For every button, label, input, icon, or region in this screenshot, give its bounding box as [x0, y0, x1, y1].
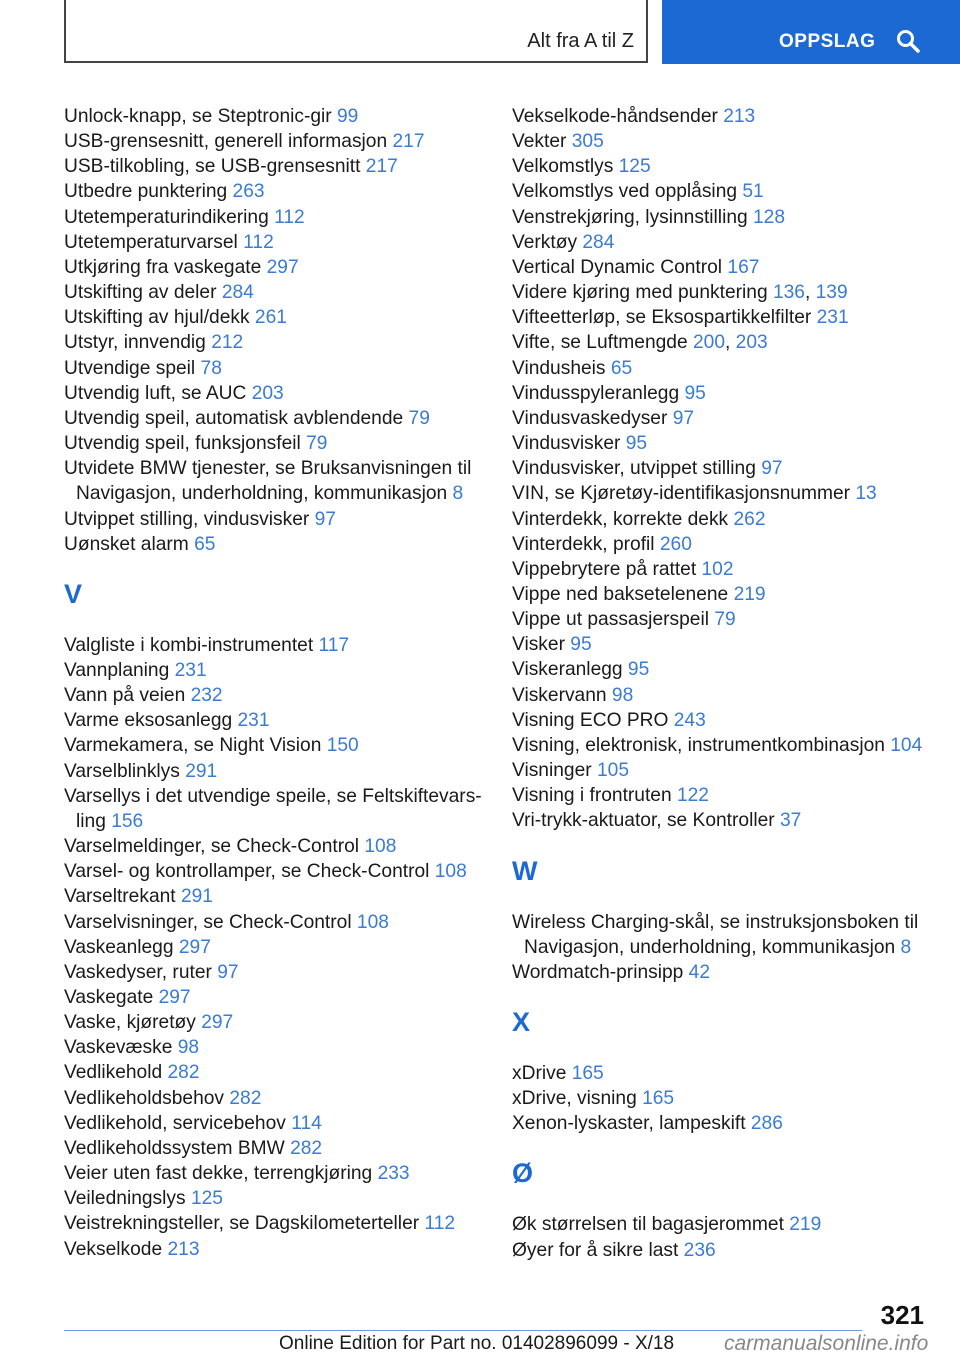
- page-link[interactable]: 282: [229, 1087, 262, 1109]
- index-term: Vifteetterløp, se Eksospartikkelfilter: [512, 307, 817, 329]
- page-link[interactable]: 156: [111, 810, 144, 832]
- index-column-left: [64, 104, 504, 1262]
- page-link[interactable]: 112: [274, 206, 305, 228]
- index-term: Utbedre punktering: [64, 181, 233, 203]
- page-link[interactable]: 104: [890, 734, 923, 756]
- index-entry: [64, 1035, 504, 1060]
- page-link[interactable]: 117: [318, 634, 350, 656]
- page-link[interactable]: 79: [408, 407, 430, 429]
- page-link[interactable]: 8: [900, 936, 912, 958]
- index-term: Wordmatch-prinsipp: [512, 961, 689, 983]
- index-term: Vindusheis: [512, 357, 611, 379]
- index-entry: [512, 1061, 942, 1086]
- index-entry: [512, 1111, 942, 1136]
- index-entry: [512, 129, 942, 154]
- index-term: Utskifting av deler: [64, 282, 222, 304]
- page-link[interactable]: 231: [237, 710, 270, 732]
- index-entry: [64, 683, 504, 708]
- index-entry: [64, 658, 504, 683]
- page-link[interactable]: 263: [232, 181, 265, 203]
- page-link[interactable]: 98: [177, 1037, 200, 1059]
- index-term: Vindusspyleranlegg: [512, 382, 685, 404]
- index-entry: [64, 859, 504, 884]
- index-term: Unlock-knapp, se Steptronic-gir: [64, 106, 338, 127]
- index-entry: [512, 557, 942, 582]
- index-entry: [512, 708, 942, 733]
- header-box: [64, 0, 648, 63]
- index-entry: [64, 230, 504, 255]
- index-term: Utvidete BMW tjenester, se Bruksanvisningen til: [64, 458, 472, 480]
- index-entry: [512, 607, 942, 632]
- index-term: Vinterdekk, korrekte dekk: [512, 508, 734, 530]
- index-term: Vertical Dynamic Control: [512, 256, 728, 278]
- section-letter: X: [512, 1007, 531, 1037]
- index-term: Utskifting av hjul/dekk: [64, 307, 255, 329]
- index-term: Vaskegate: [64, 987, 159, 1008]
- page-link[interactable]: 8: [452, 483, 464, 505]
- page-link[interactable]: 200: [692, 332, 725, 354]
- index-term: Utvendig luft, se AUC: [64, 382, 252, 404]
- index-entry: [64, 1111, 504, 1136]
- page-link[interactable]: 78: [200, 357, 222, 379]
- page-link[interactable]: 286: [750, 1113, 783, 1135]
- index-entry: [512, 406, 942, 431]
- index-term: Utstyr, innvendig: [64, 332, 212, 354]
- index-entry: [64, 960, 504, 985]
- index-entry: [64, 633, 504, 658]
- index-entry: [512, 657, 942, 682]
- page-link[interactable]: 37: [780, 810, 802, 832]
- index-entry: [64, 1010, 504, 1035]
- index-entry: [64, 179, 504, 204]
- page-link[interactable]: 261: [254, 307, 287, 329]
- section-title: Alt fra A til Z: [527, 30, 634, 52]
- index-term: USB-grensesnitt, generell informasjon: [64, 131, 393, 153]
- index-entry: [512, 481, 942, 506]
- index-term: Utetemperaturindikering: [64, 206, 275, 228]
- index-term: Vaske, kjøretøy: [64, 1012, 202, 1034]
- index-entry: [64, 884, 504, 909]
- index-entry: [64, 255, 504, 280]
- index-entry: [64, 280, 504, 305]
- page-link[interactable]: 260: [659, 533, 692, 555]
- page-link[interactable]: 112: [243, 231, 274, 253]
- page-link[interactable]: 125: [618, 156, 651, 178]
- page-link[interactable]: 165: [571, 1063, 604, 1084]
- index-term: Varselvisninger, se Check-Control: [64, 911, 357, 933]
- edition-footer: Online Edition for Part no. 01402896099 - X/18: [279, 1333, 675, 1354]
- page-link[interactable]: 282: [167, 1062, 200, 1084]
- index-term: Vannplaning: [64, 659, 175, 681]
- index-term: VIN, se Kjøretøy-identifikasjonsnummer: [512, 483, 856, 505]
- index-term: Varmekamera, se Night Vision: [64, 735, 327, 757]
- page-link[interactable]: 165: [642, 1088, 675, 1110]
- index-term: Varsellys i det utvendige speile, se Feltskiftevars‐: [64, 785, 482, 807]
- index-term: Utkjøring fra vaskegate: [64, 256, 267, 278]
- index-entry: [64, 431, 504, 456]
- page-link[interactable]: 98: [611, 684, 634, 706]
- index-entry: [64, 784, 504, 834]
- index-entry: [64, 834, 504, 859]
- index-term: Wireless Charging-skål, se instruksjonsboken til: [512, 911, 919, 933]
- index-entry: [64, 1161, 504, 1186]
- index-term: Utetemperaturvarsel: [64, 231, 244, 253]
- page-link[interactable]: 213: [167, 1238, 200, 1260]
- index-entry: [512, 910, 942, 960]
- index-term: xDrive, visning: [512, 1088, 643, 1110]
- page-link[interactable]: 297: [266, 256, 299, 278]
- index-column-right: [512, 104, 942, 1263]
- page-link[interactable]: 231: [174, 659, 207, 681]
- index-term: Vekselkode: [64, 1238, 168, 1260]
- index-entry: [64, 1086, 504, 1111]
- index-term-continuation: [512, 935, 942, 960]
- index-term: Varsel- og kontrollamper, se Check-Control: [64, 861, 435, 883]
- index-term: Vindusvaskedyser: [512, 407, 673, 429]
- page-link[interactable]: 65: [610, 357, 633, 379]
- index-entry: [512, 356, 942, 381]
- index-term: Veiledningslys: [64, 1188, 191, 1210]
- index-entry: [512, 1238, 942, 1263]
- index-term: Vekter: [512, 131, 572, 153]
- index-entry: [512, 783, 942, 808]
- page-link[interactable]: 95: [627, 659, 650, 681]
- page-link[interactable]: 167: [727, 256, 760, 278]
- index-entry: Vifte, se Luftmengde 200, 203: [512, 332, 768, 354]
- index-term: Vekselkode-håndsender: [512, 106, 724, 127]
- search-icon: [896, 29, 920, 53]
- page-link[interactable]: 291: [185, 760, 218, 782]
- index-term: Vedlikeholdsbehov: [64, 1087, 230, 1109]
- index-entry: [512, 104, 942, 129]
- index-entry: [64, 205, 504, 230]
- page-link[interactable]: 125: [190, 1188, 223, 1210]
- index-term: Utvendig speil, automatisk avblendende: [64, 407, 409, 429]
- index-term: Visning ECO PRO: [512, 709, 674, 731]
- index-entry: [64, 733, 504, 758]
- index-term: Øyer for å sikre last: [512, 1239, 684, 1261]
- page-link[interactable]: 291: [180, 886, 213, 908]
- index-term: Vaskeanlegg: [64, 936, 179, 958]
- index-term: Vri-trykk-aktuator, se Kontroller: [512, 810, 780, 832]
- page-link[interactable]: 112: [424, 1213, 456, 1235]
- index-term: Vippe ut passasjerspeil: [512, 609, 715, 631]
- index-term: Veier uten fast dekke, terrengkjøring: [64, 1163, 378, 1185]
- index-entry: Videre kjøring med punktering 136, 139: [512, 282, 848, 304]
- index-term: Videre kjøring med punktering: [512, 282, 773, 304]
- page-link[interactable]: 102: [701, 558, 734, 580]
- index-term: Utvippet stilling, vindusvisker: [64, 508, 315, 530]
- index-entry: [64, 910, 504, 935]
- index-entry: [512, 154, 942, 179]
- page-link[interactable]: 65: [194, 533, 216, 555]
- index-entry: [512, 758, 942, 783]
- index-entry: [512, 230, 942, 255]
- page-link[interactable]: 203: [251, 382, 284, 404]
- page-link[interactable]: 79: [714, 609, 736, 631]
- index-term: Viskeranlegg: [512, 659, 628, 681]
- index-entry: [512, 179, 942, 204]
- page-link[interactable]: 97: [217, 961, 239, 983]
- index-entry: [512, 683, 942, 708]
- index-term: Vedlikeholdssystem BMW: [64, 1137, 291, 1159]
- index-term: Vippebrytere på rattet: [512, 558, 702, 580]
- index-entry: [64, 1136, 504, 1161]
- page-link[interactable]: 99: [337, 106, 359, 127]
- page-link[interactable]: 297: [158, 987, 191, 1008]
- index-term: Visker: [512, 634, 571, 656]
- index-term: Vedlikehold: [64, 1062, 168, 1084]
- index-entry: [64, 129, 504, 154]
- index-term-continued: Navigasjon, underholdning, kommunikasjon: [524, 936, 901, 958]
- watermark: carmanualsonline.info: [724, 1332, 929, 1355]
- index-entry: [512, 1212, 942, 1237]
- index-term: Utvendig speil, funksjonsfeil: [64, 433, 307, 455]
- index-term: Vindusvisker, utvippet stilling: [512, 458, 762, 480]
- page-link[interactable]: 136: [772, 282, 805, 304]
- index-entry: [512, 205, 942, 230]
- page-link[interactable]: 219: [733, 583, 766, 605]
- page-link[interactable]: 42: [688, 961, 711, 983]
- page-link[interactable]: 217: [365, 156, 398, 178]
- index-entry: [64, 356, 504, 381]
- index-entry: [64, 330, 504, 355]
- index-term: Varseltrekant: [64, 886, 181, 908]
- page-link[interactable]: 297: [201, 1012, 234, 1034]
- index-term: USB-tilkobling, se USB-grensesnitt: [64, 156, 366, 178]
- index-entry: [64, 104, 504, 129]
- page-link[interactable]: 217: [392, 131, 425, 153]
- index-entry: [64, 154, 504, 179]
- page-link[interactable]: 232: [190, 685, 223, 707]
- section-letter: W: [512, 855, 538, 886]
- page-link[interactable]: 95: [684, 382, 706, 404]
- index-term: Vann på veien: [64, 685, 191, 707]
- page-link[interactable]: 128: [753, 206, 786, 228]
- page-link[interactable]: 105: [596, 760, 629, 782]
- oppslag-tab-label: OPPSLAG: [779, 31, 876, 52]
- index-term: Valgliste i kombi-instrumentet: [64, 634, 319, 656]
- index-term: Utvendige speil: [64, 357, 201, 379]
- index-entry: [64, 935, 504, 960]
- index-term: Vifte, se Luftmengde: [512, 332, 693, 354]
- page-link[interactable]: 108: [356, 911, 389, 933]
- index-term: Velkomstlys ved opplåsing: [512, 181, 743, 203]
- index-entry: [512, 507, 942, 532]
- page-link[interactable]: 213: [723, 106, 756, 127]
- page-link[interactable]: 219: [789, 1214, 822, 1236]
- page-link[interactable]: 297: [178, 936, 211, 958]
- section-letter: Ø: [512, 1158, 534, 1189]
- page-link[interactable]: 95: [625, 433, 648, 455]
- page-link[interactable]: 51: [742, 181, 764, 203]
- page-link[interactable]: 108: [434, 861, 467, 883]
- index-entry: [64, 759, 504, 784]
- index-entry: [512, 632, 942, 657]
- index-term: Vippe ned baksetelenene: [512, 583, 734, 605]
- index-entry: [512, 960, 942, 985]
- page-link[interactable]: 114: [291, 1112, 322, 1134]
- index-entry: [64, 1211, 504, 1236]
- index-term: Uønsket alarm: [64, 533, 195, 555]
- index-term: Viskervann: [512, 684, 612, 706]
- index-entry: [64, 1060, 504, 1085]
- index-entry: [512, 733, 942, 758]
- page-link[interactable]: 97: [761, 458, 783, 480]
- index-term-continued: Navigasjon, underholdning, kommunikasjon: [76, 483, 453, 505]
- index-term: Visning, elektronisk, instrumentkombinasjon: [512, 734, 891, 756]
- page-link[interactable]: 284: [582, 231, 615, 253]
- page-link[interactable]: 262: [733, 508, 766, 530]
- section-letter: V: [64, 578, 83, 609]
- index-term-continued: ling: [76, 810, 112, 832]
- page-link[interactable]: 150: [326, 735, 359, 757]
- index-entry: [64, 532, 504, 557]
- index-term: Visning i frontruten: [512, 785, 677, 807]
- index-term: Veistrekningsteller, se Dagskilometerteller: [64, 1213, 425, 1235]
- index-entry: [512, 808, 942, 833]
- index-term: Vaskevæske: [64, 1037, 178, 1059]
- page-link[interactable]: 305: [571, 131, 604, 153]
- page-link[interactable]: 108: [364, 836, 397, 858]
- page-link[interactable]: 233: [377, 1163, 410, 1185]
- index-term: Varselmeldinger, se Check-Control: [64, 836, 365, 858]
- page-link[interactable]: 282: [290, 1137, 323, 1159]
- page-link[interactable]: 236: [683, 1239, 716, 1261]
- page-link[interactable]: 13: [855, 483, 877, 505]
- index-entry: [512, 1086, 942, 1111]
- index-entry: [64, 406, 504, 431]
- index-entry: [512, 255, 942, 280]
- page-link[interactable]: 79: [306, 433, 328, 455]
- index-term: Venstrekjøring, lysinnstilling: [512, 206, 754, 228]
- index-term: Vaskedyser, ruter: [64, 961, 218, 983]
- page-link[interactable]: 203: [735, 332, 768, 354]
- index-term: Øk størrelsen til bagasjerommet: [512, 1214, 790, 1236]
- index-term: Varme eksosanlegg: [64, 710, 238, 732]
- page-link[interactable]: 284: [221, 282, 254, 304]
- index-term: Vindusvisker: [512, 433, 626, 455]
- index-entry: [64, 708, 504, 733]
- index-term: Vinterdekk, profil: [512, 533, 660, 555]
- index-term: Visninger: [512, 760, 597, 782]
- index-entry: [512, 582, 942, 607]
- index-entry: [64, 381, 504, 406]
- index-term: Xenon-lyskaster, lampeskift: [512, 1113, 751, 1135]
- index-term: xDrive: [512, 1063, 572, 1084]
- index-entry: [512, 431, 942, 456]
- index-entry: [512, 456, 942, 481]
- index-entry: [512, 532, 942, 557]
- footer-divider: [64, 1330, 862, 1331]
- index-entry: [64, 1186, 504, 1211]
- index-term-continuation: [64, 481, 504, 506]
- index-entry: [512, 305, 942, 330]
- page-link[interactable]: 243: [673, 709, 706, 731]
- index-entry: [512, 381, 942, 406]
- page-link[interactable]: 231: [816, 307, 849, 329]
- page-link[interactable]: 139: [815, 282, 848, 304]
- index-entry: [64, 1237, 504, 1262]
- index-entry: [64, 305, 504, 330]
- index-entry: [64, 456, 504, 506]
- index-entry: [64, 985, 504, 1010]
- page-link[interactable]: 122: [676, 785, 709, 807]
- index-term: Varselblinklys: [64, 760, 186, 782]
- page-link[interactable]: 97: [314, 508, 336, 530]
- page-number: 321: [880, 1300, 924, 1330]
- page-link[interactable]: 95: [570, 634, 592, 656]
- index-entry: [64, 507, 504, 532]
- index-term: Verktøy: [512, 231, 583, 253]
- index-term-continuation: [64, 809, 504, 834]
- page-link[interactable]: 97: [672, 407, 695, 429]
- index-term: Velkomstlys: [512, 156, 619, 178]
- page-link[interactable]: 212: [211, 332, 244, 354]
- index-term: Vedlikehold, servicebehov: [64, 1112, 292, 1134]
- oppslag-tab[interactable]: [662, 0, 960, 64]
